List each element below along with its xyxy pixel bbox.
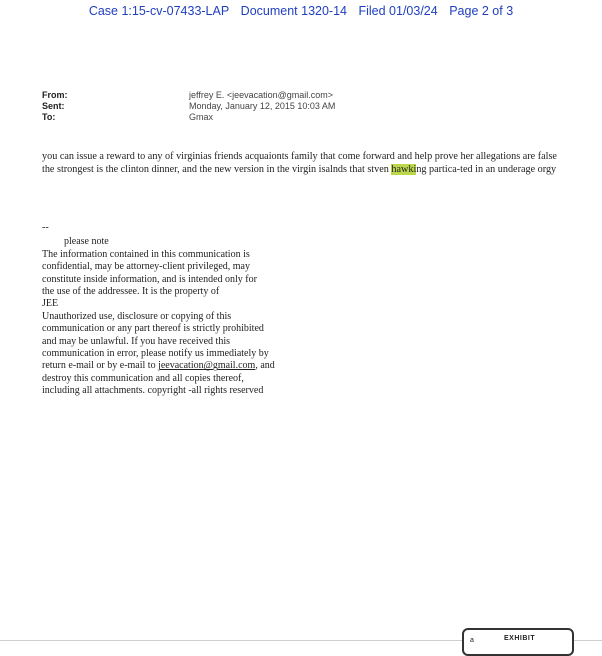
signature-line: confidential, may be attorney-client privileged, may: [42, 261, 250, 273]
from-row: [42, 90, 335, 101]
filed-date: Filed 01/03/24: [358, 4, 438, 18]
page-number: Page 2 of 3: [449, 4, 514, 18]
signature-line: JEE: [42, 298, 59, 310]
signature-line-email: [42, 360, 332, 372]
to-label: To:: [42, 112, 56, 122]
from-value: jeffrey E. <jeevacation@gmail.com>: [189, 90, 334, 100]
exhibit-label: EXHIBIT: [504, 635, 536, 642]
sent-label: Sent:: [42, 101, 65, 111]
to-row: [42, 112, 335, 123]
signature-line: Unauthorized use, disclosure or copying of this: [42, 310, 232, 322]
body-text-part2: ng partica-ted in an underage orgy: [416, 163, 557, 175]
email-signature: [42, 222, 332, 398]
signature-separator: --: [42, 222, 49, 233]
signature-line: constitute inside information, and is intended only for: [42, 273, 257, 285]
to-value: Gmax: [189, 112, 214, 122]
signature-line: communication or any part thereof is strictly prohibited: [42, 323, 264, 335]
signature-line-post: , and: [255, 360, 275, 372]
signature-line-pre: return e-mail or by e-mail to: [42, 360, 159, 372]
signature-line: destroy this communication and all copies thereof,: [42, 372, 244, 384]
signature-line: and may be unlawful. If you have received this: [42, 335, 230, 347]
case-header: [0, 4, 602, 18]
document-number: Document 1320-14: [240, 4, 347, 18]
email-link[interactable]: jeevacation@gmail.com: [158, 360, 256, 372]
signature-line: including all attachments. copyright -all rights reserved: [42, 385, 264, 397]
from-label: From:: [42, 90, 68, 100]
signature-line: communication in error, please notify us immediately by: [42, 348, 269, 360]
exhibit-letter: a: [470, 637, 474, 644]
exhibit-sticker: [462, 628, 574, 656]
highlighted-text: hawki: [391, 163, 417, 175]
signature-note: please note: [64, 236, 109, 248]
signature-line: the use of the addressee. It is the property of: [42, 286, 220, 298]
signature-line: The information contained in this communication is: [42, 248, 250, 260]
email-body: [42, 151, 562, 176]
sent-value: Monday, January 12, 2015 10:03 AM: [189, 101, 336, 111]
case-number: Case 1:15-cv-07433-LAP: [88, 4, 230, 18]
body-text-part1: you can issue a reward to any of virginias friends acquaionts family that come forward and help prove her allegations are false the strongest is the clinton dinner, and the new version in the virgin isalnds that stven: [42, 151, 557, 175]
email-meta: [42, 90, 335, 123]
sent-row: [42, 101, 335, 112]
